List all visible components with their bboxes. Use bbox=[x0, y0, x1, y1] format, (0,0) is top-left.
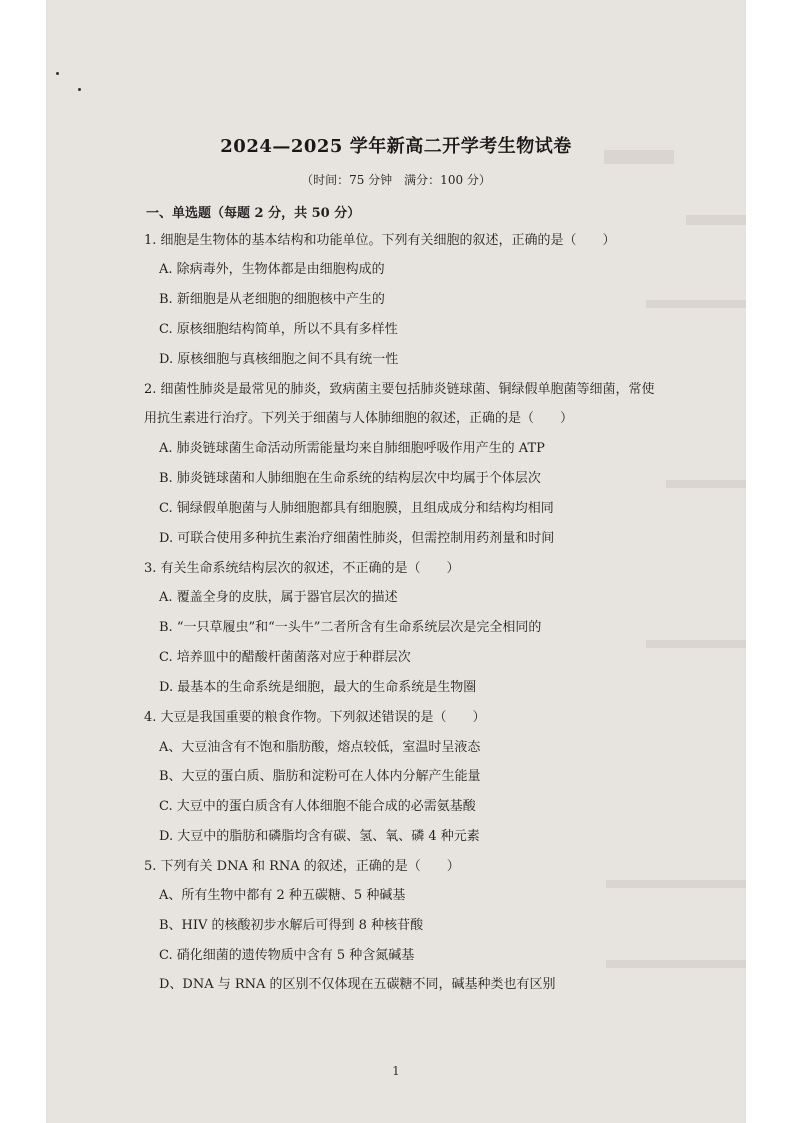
option-b: B、HIV 的核酸初步水解后可得到 8 种核苷酸 bbox=[159, 918, 424, 933]
option-b: B. 新细胞是从老细胞的细胞核中产生的 bbox=[159, 292, 385, 307]
option-a: A、所有生物中都有 2 种五碳糖、5 种碱基 bbox=[159, 888, 406, 903]
option-d: D. 最基本的生命系统是细胞，最大的生命系统是生物圈 bbox=[159, 680, 477, 695]
option-d: D. 原核细胞与真核细胞之间不具有统一性 bbox=[159, 352, 399, 367]
exam-subtitle: （时间：75 分钟 满分：100 分） bbox=[301, 173, 491, 187]
option-c: C. 大豆中的蛋白质含有人体细胞不能合成的必需氨基酸 bbox=[159, 799, 476, 814]
page-number: 1 bbox=[392, 1064, 400, 1078]
option-a: A、大豆油含有不饱和脂肪酸，熔点较低，室温时呈液态 bbox=[159, 740, 481, 755]
option-d: D. 可联合使用多种抗生素治疗细菌性肺炎，但需控制用药剂量和时间 bbox=[159, 531, 555, 546]
question-stem: 1. 细胞是生物体的基本结构和功能单位。下列有关细胞的叙述，正确的是（ ） bbox=[144, 233, 616, 248]
section-heading: 一、单选题（每题 2 分，共 50 分） bbox=[146, 206, 361, 221]
exam-page bbox=[46, 0, 746, 1123]
option-c: C. 原核细胞结构简单，所以不具有多样性 bbox=[159, 322, 398, 337]
question-stem: 4. 大豆是我国重要的粮食作物。下列叙述错误的是（ ） bbox=[144, 710, 486, 725]
bleed-through-mark bbox=[666, 480, 746, 488]
question-stem: 5. 下列有关 DNA 和 RNA 的叙述，正确的是（ ） bbox=[144, 859, 460, 874]
option-b: B. 肺炎链球菌和人肺细胞在生命系统的结构层次中均属于个体层次 bbox=[159, 471, 541, 486]
bleed-through-mark bbox=[606, 960, 746, 968]
option-c: C. 铜绿假单胞菌与人肺细胞都具有细胞膜，且组成成分和结构均相同 bbox=[159, 501, 554, 516]
option-d: D. 大豆中的脂肪和磷脂均含有碳、氢、氧、磷 4 种元素 bbox=[159, 829, 480, 844]
option-a: A. 肺炎链球菌生命活动所需能量均来自肺细胞呼吸作用产生的 ATP bbox=[159, 441, 545, 456]
bleed-through-mark bbox=[606, 880, 746, 888]
option-c: C. 培养皿中的醋酸杆菌菌落对应于种群层次 bbox=[159, 650, 411, 665]
option-d: D、DNA 与 RNA 的区别不仅体现在五碳糖不同，碱基种类也有区别 bbox=[159, 977, 556, 992]
speck bbox=[78, 88, 81, 91]
question-stem: 2. 细菌性肺炎是最常见的肺炎，致病菌主要包括肺炎链球菌、铜绿假单胞菌等细菌，常使 bbox=[144, 382, 655, 397]
bleed-through-mark bbox=[686, 215, 746, 225]
bleed-through-mark bbox=[646, 300, 746, 308]
exam-title: 2024—2025 学年新高二开学考生物试卷 bbox=[220, 136, 572, 157]
option-c: C. 硝化细菌的遗传物质中含有 5 种含氮碱基 bbox=[159, 948, 415, 963]
option-a: A. 除病毒外，生物体都是由细胞构成的 bbox=[159, 262, 385, 277]
option-b: B. “一只草履虫”和“一头牛”二者所含有生命系统层次是完全相同的 bbox=[159, 620, 542, 635]
question-stem: 3. 有关生命系统结构层次的叙述，不正确的是（ ） bbox=[144, 561, 460, 576]
speck bbox=[56, 72, 59, 75]
question-stem: 用抗生素进行治疗。下列关于细菌与人体肺细胞的叙述，正确的是（ ） bbox=[144, 411, 574, 426]
option-a: A. 覆盖全身的皮肤，属于器官层次的描述 bbox=[159, 590, 398, 605]
bleed-through-mark bbox=[646, 640, 746, 648]
option-b: B、大豆的蛋白质、脂肪和淀粉可在人体内分解产生能量 bbox=[159, 769, 481, 784]
